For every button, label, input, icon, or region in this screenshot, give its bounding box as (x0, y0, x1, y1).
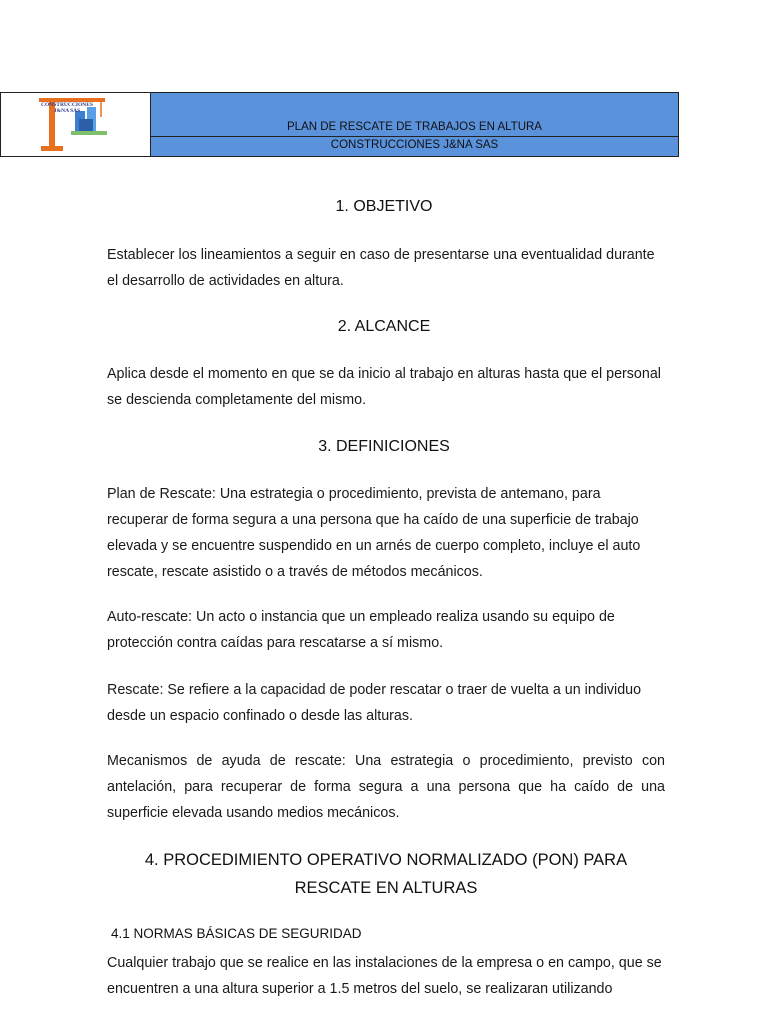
document-header-table (0, 92, 679, 157)
definition-mecanismos: Mecanismos de ayuda de rescate: Una estrategia o procedimiento, previsto con antelación, para recuperar de forma segura a una persona que ha caído de una superficie elevada usando medios mecánicos. (107, 753, 665, 821)
company-name: CONSTRUCCIONES J&NA SAS (151, 137, 678, 156)
normas-heading: 4.1 NORMAS BÁSICAS DE SEGURIDAD (111, 926, 362, 941)
definition-rescate: Rescate: Se refiere a la capacidad de poder rescatar o traer de vuelta a un individuo desde un espacio confinado o desde las alturas. (107, 682, 642, 724)
pon-heading-line1: 4. PROCEDIMIENTO OPERATIVO NORMALIZADO (PON) PARA (144, 851, 628, 869)
definition-plan-de-rescate: Plan de Rescate: Una estrategia o procedimiento, prevista de antemano, para recuperar de forma segura a una persona que ha caído de una superficie de trabajo elevada y se encuentre suspendido en un arnés de cuerpo completo, incluye el auto rescate, rescate asistido o a través de métodos mecánicos. (107, 486, 641, 580)
pon-heading (100, 846, 672, 902)
alcance-heading: 2. ALCANCE (337, 318, 431, 335)
objetivo-text: Establecer los lineamientos a seguir en caso de presentarse una eventualidad durante el desarrollo de actividades en altura. (107, 247, 655, 289)
definition-auto-rescate: Auto-rescate: Un acto o instancia que un empleado realiza usando su equipo de protección contra caídas para rescatarse a sí mismo. (107, 609, 615, 651)
normas-text: Cualquier trabajo que se realice en las instalaciones de la empresa o en campo, que se encuentren a una altura superior a 1.5 metros del suelo, se realizaran utilizando (107, 955, 662, 997)
header-title-column (151, 93, 678, 156)
document-title: PLAN DE RESCATE DE TRABAJOS EN ALTURA (151, 93, 678, 137)
definiciones-heading: 3. DEFINICIONES (318, 438, 450, 455)
company-logo (37, 93, 117, 155)
company-logo-cell (1, 93, 151, 156)
objetivo-heading: 1. OBJETIVO (335, 198, 433, 215)
pon-heading-line2: RESCATE EN ALTURAS (294, 879, 478, 897)
logo-text-line1: CONSTRUCCIONES (41, 102, 93, 108)
alcance-text: Aplica desde el momento en que se da inicio al trabajo en alturas hasta que el personal se descienda completamente del mismo. (107, 366, 661, 408)
logo-text-line2: J&NA SAS (53, 108, 81, 114)
